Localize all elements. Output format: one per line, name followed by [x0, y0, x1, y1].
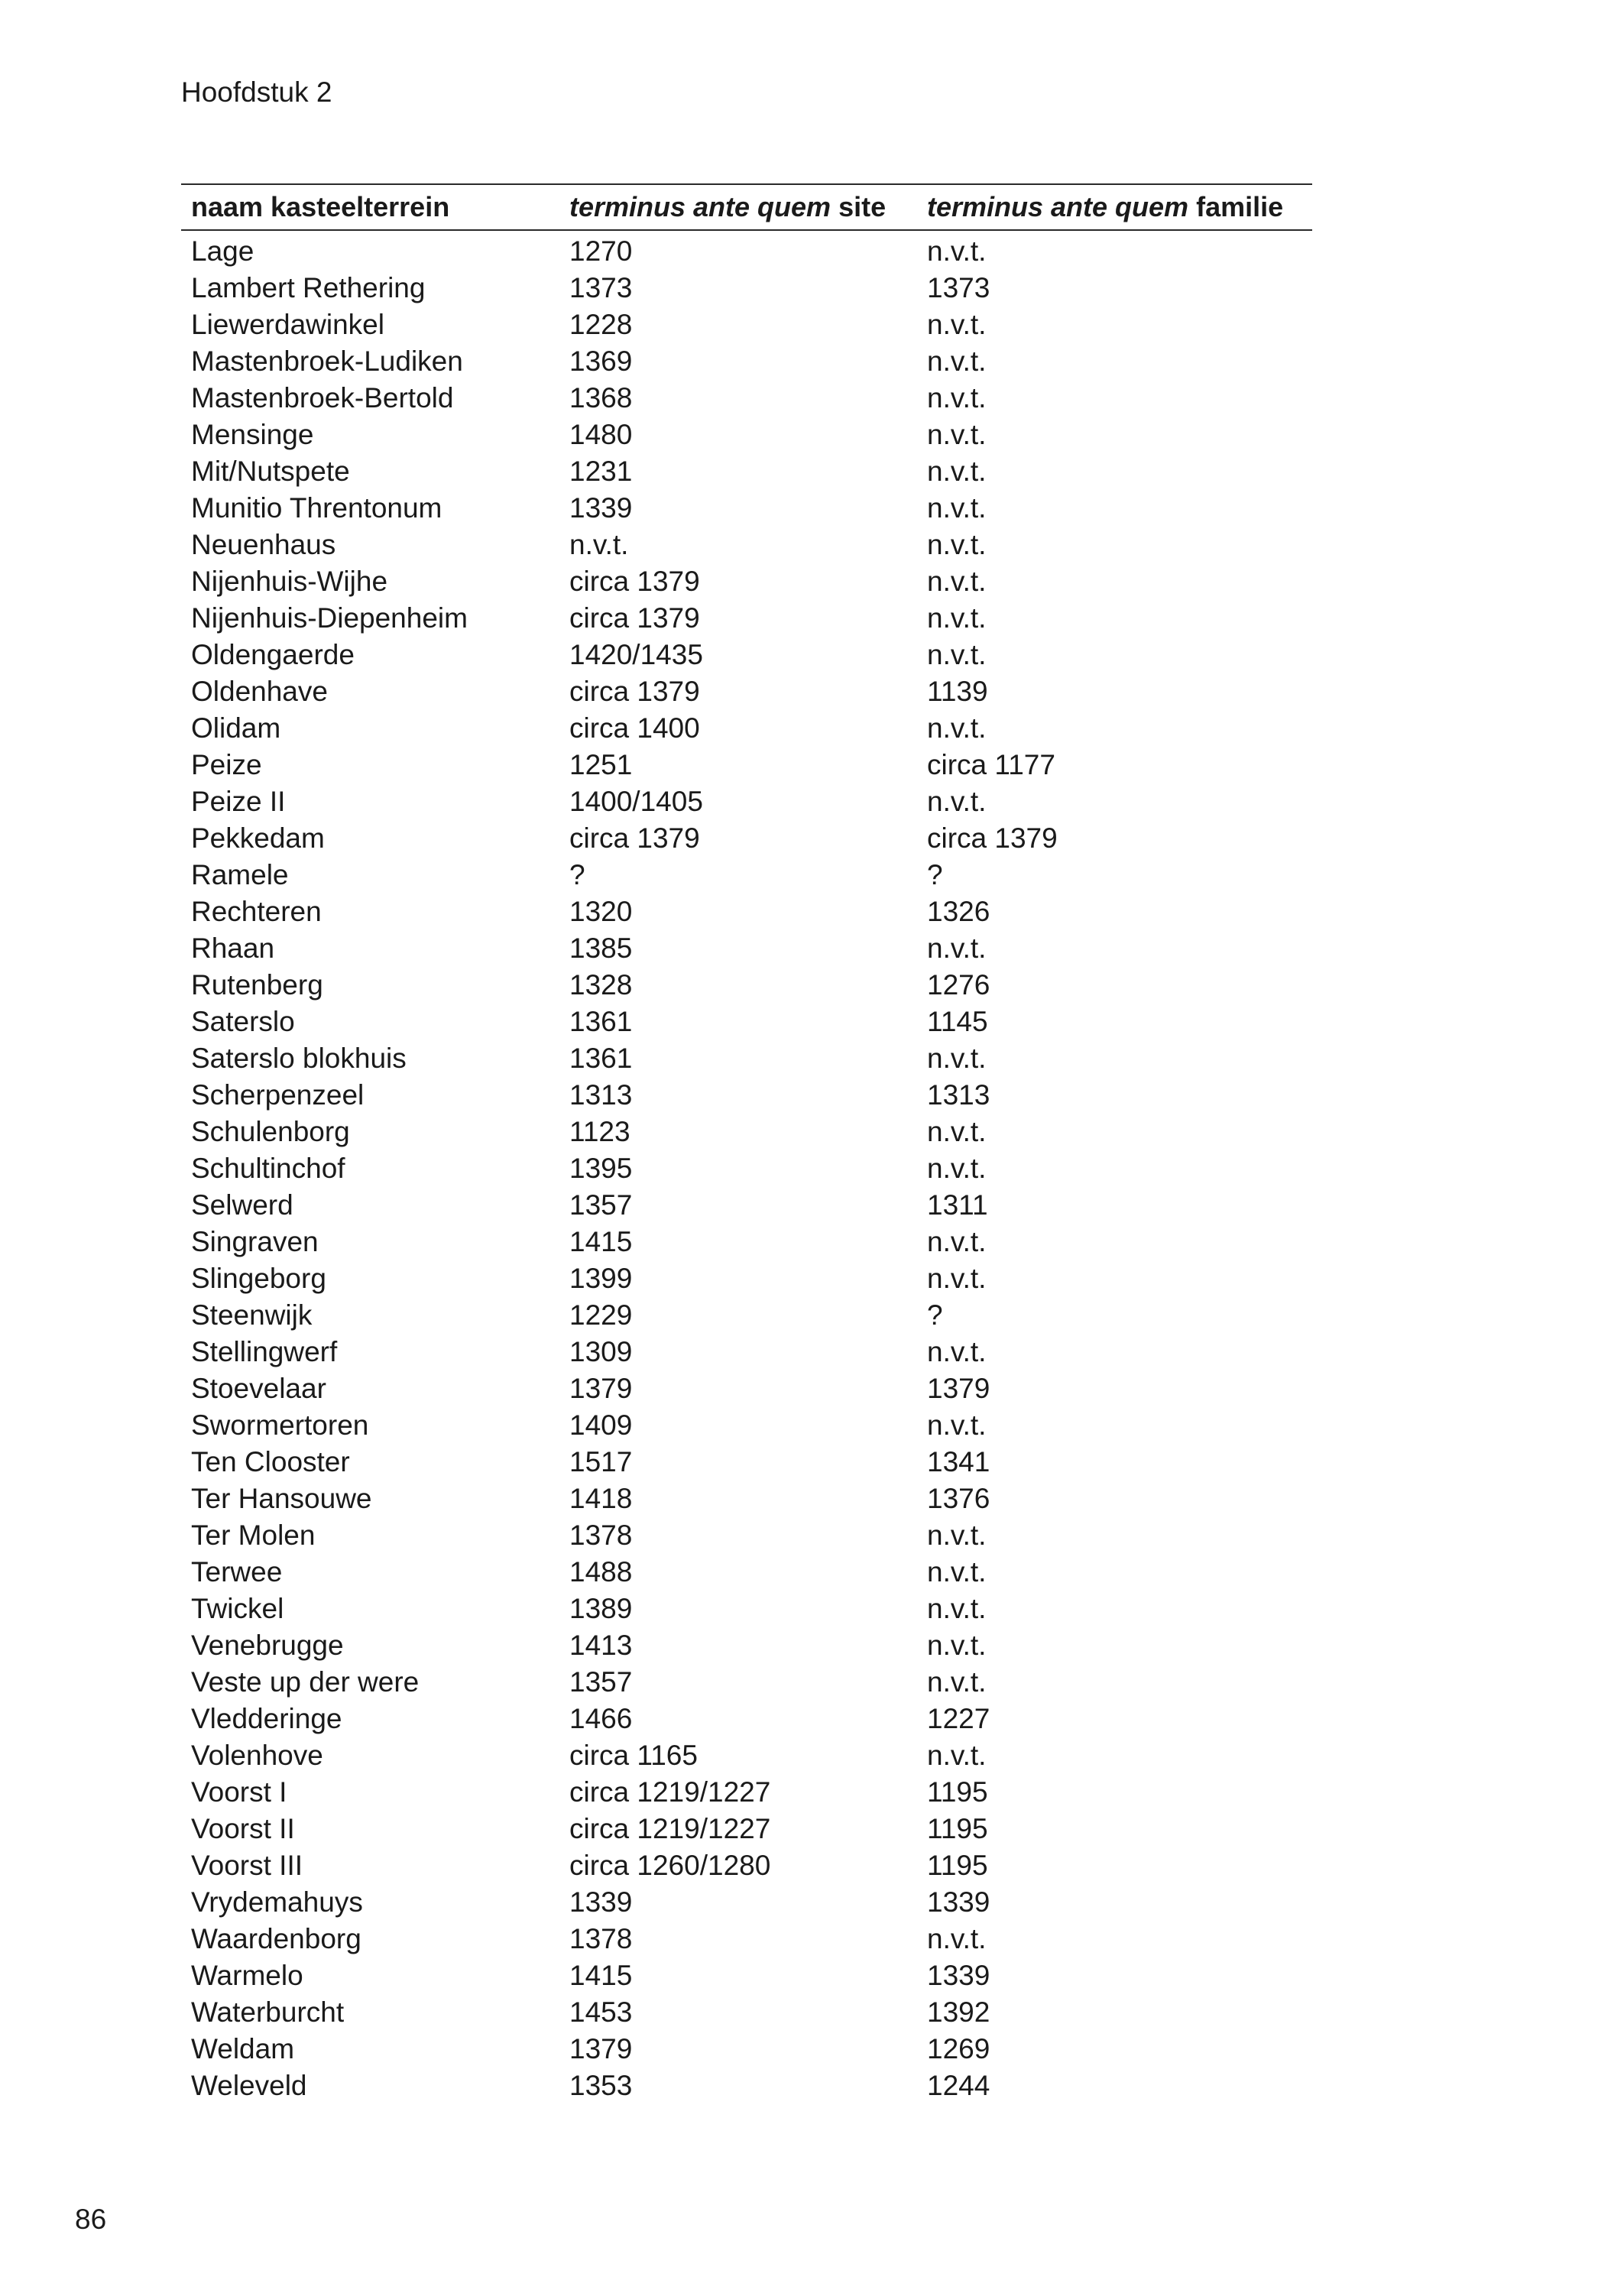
- cell-family-date: n.v.t.: [927, 1923, 987, 1954]
- cell-name: Vledderinge: [191, 1703, 342, 1734]
- cell-family-date: 1276: [927, 969, 990, 1001]
- cell-name: Veste up der were: [191, 1666, 420, 1698]
- cell-family-date: n.v.t.: [927, 1409, 987, 1441]
- cell-name: Pekkedam: [191, 822, 325, 854]
- cell-site-date: 1357: [569, 1666, 633, 1698]
- table-row: [181, 967, 1312, 1004]
- cell-site-date: 1488: [569, 1556, 633, 1588]
- cell-name: Mastenbroek-Ludiken: [191, 345, 463, 377]
- cell-name: Singraven: [191, 1226, 319, 1257]
- table-row: [181, 1150, 1312, 1187]
- cell-site-date: 1409: [569, 1409, 633, 1441]
- cell-site-date: 1373: [569, 272, 633, 303]
- cell-name: Saterslo blokhuis: [191, 1043, 407, 1074]
- table-header: [181, 185, 1312, 229]
- cell-family-date: 1373: [927, 272, 990, 303]
- table-row: [181, 1737, 1312, 1774]
- table-row: [181, 417, 1312, 453]
- cell-family-date: n.v.t.: [927, 1666, 987, 1698]
- table-row: [181, 600, 1312, 637]
- cell-site-date: circa 1219/1227: [569, 1776, 771, 1808]
- cell-family-date: n.v.t.: [927, 1226, 987, 1257]
- table-row: [181, 306, 1312, 343]
- cell-family-date: 1195: [927, 1850, 988, 1881]
- cell-family-date: n.v.t.: [927, 1630, 987, 1661]
- table-row: [181, 1701, 1312, 1737]
- cell-family-date: n.v.t.: [927, 456, 987, 487]
- cell-site-date: 1389: [569, 1593, 633, 1624]
- table-row: [181, 894, 1312, 930]
- cell-family-date: n.v.t.: [927, 309, 987, 340]
- cell-family-date: n.v.t.: [927, 382, 987, 414]
- cell-family-date: 1326: [927, 896, 990, 927]
- table-row: [181, 1481, 1312, 1517]
- cell-name: Munitio Threntonum: [191, 492, 442, 524]
- cell-site-date: 1395: [569, 1153, 633, 1184]
- table-row: [181, 1370, 1312, 1407]
- cell-site-date: 1415: [569, 1226, 633, 1257]
- cell-name: Rutenberg: [191, 969, 323, 1001]
- cell-site-date: 1378: [569, 1519, 633, 1551]
- cell-name: Selwerd: [191, 1189, 293, 1221]
- table-row: [181, 1517, 1312, 1554]
- cell-name: Rechteren: [191, 896, 322, 927]
- castle-table: [181, 183, 1312, 2104]
- table-row: [181, 1591, 1312, 1627]
- cell-name: Venebrugge: [191, 1630, 344, 1661]
- cell-site-date: circa 1260/1280: [569, 1850, 771, 1881]
- cell-name: Peize II: [191, 786, 286, 817]
- cell-site-date: n.v.t.: [569, 529, 629, 560]
- table-row: [181, 1260, 1312, 1297]
- cell-name: Schultinchof: [191, 1153, 345, 1184]
- cell-site-date: 1480: [569, 419, 633, 450]
- table-row: [181, 490, 1312, 527]
- cell-name: Warmelo: [191, 1960, 303, 1991]
- cell-site-date: circa 1379: [569, 822, 700, 854]
- header-family-italic: terminus ante quem: [927, 191, 1189, 222]
- cell-name: Oldenhave: [191, 676, 328, 707]
- cell-family-date: ?: [927, 1299, 943, 1331]
- cell-name: Nijenhuis-Wijhe: [191, 566, 388, 597]
- table-row: [181, 527, 1312, 563]
- cell-site-date: 1379: [569, 2033, 633, 2064]
- cell-family-date: n.v.t.: [927, 932, 987, 964]
- cell-site-date: 1517: [569, 1446, 633, 1477]
- table-row: [181, 747, 1312, 783]
- cell-site-date: 1379: [569, 1373, 633, 1404]
- cell-family-date: n.v.t.: [927, 1043, 987, 1074]
- cell-family-date: ?: [927, 859, 943, 890]
- cell-family-date: n.v.t.: [927, 786, 987, 817]
- cell-name: Mastenbroek-Bertold: [191, 382, 454, 414]
- cell-site-date: 1123: [569, 1116, 630, 1147]
- cell-family-date: n.v.t.: [927, 1336, 987, 1367]
- cell-family-date: n.v.t.: [927, 566, 987, 597]
- cell-name: Terwee: [191, 1556, 283, 1588]
- cell-site-date: 1313: [569, 1079, 633, 1111]
- cell-site-date: 1231: [569, 456, 633, 487]
- header-name-label: naam kasteelterrein: [191, 191, 450, 222]
- cell-name: Neuenhaus: [191, 529, 336, 560]
- header-site-italic: terminus ante quem: [569, 191, 831, 222]
- cell-family-date: n.v.t.: [927, 1153, 987, 1184]
- cell-site-date: circa 1379: [569, 602, 700, 634]
- cell-name: Voorst III: [191, 1850, 303, 1881]
- cell-family-date: 1195: [927, 1813, 988, 1844]
- cell-family-date: n.v.t.: [927, 345, 987, 377]
- table-row: [181, 1224, 1312, 1260]
- cell-site-date: 1453: [569, 1996, 633, 2028]
- table-row: [181, 1811, 1312, 1847]
- table-row: [181, 1627, 1312, 1664]
- cell-site-date: 1415: [569, 1960, 633, 1991]
- cell-site-date: 1369: [569, 345, 633, 377]
- table-row: [181, 233, 1312, 270]
- cell-name: Slingeborg: [191, 1263, 326, 1294]
- table-row: [181, 783, 1312, 820]
- cell-name: Ramele: [191, 859, 289, 890]
- cell-family-date: 1313: [927, 1079, 990, 1111]
- cell-family-date: 1376: [927, 1483, 990, 1514]
- table-row: [181, 820, 1312, 857]
- cell-family-date: 1227: [927, 1703, 990, 1734]
- cell-name: Voorst I: [191, 1776, 287, 1808]
- cell-site-date: 1339: [569, 1886, 633, 1918]
- cell-family-date: n.v.t.: [927, 1519, 987, 1551]
- cell-site-date: 1251: [569, 749, 633, 780]
- cell-name: Vrydemahuys: [191, 1886, 363, 1918]
- table-row: [181, 343, 1312, 380]
- table-row: [181, 1004, 1312, 1040]
- cell-family-date: n.v.t.: [927, 529, 987, 560]
- cell-site-date: 1328: [569, 969, 633, 1001]
- cell-name: Voorst II: [191, 1813, 295, 1844]
- cell-name: Saterslo: [191, 1006, 295, 1037]
- header-site: [559, 191, 917, 223]
- cell-site-date: 1466: [569, 1703, 633, 1734]
- cell-site-date: 1368: [569, 382, 633, 414]
- table-row: [181, 1114, 1312, 1150]
- cell-site-date: circa 1219/1227: [569, 1813, 771, 1844]
- table-row: [181, 1040, 1312, 1077]
- cell-site-date: 1420/1435: [569, 639, 703, 670]
- cell-name: Volenhove: [191, 1740, 323, 1771]
- running-head: Hoofdstuk 2: [181, 76, 332, 108]
- cell-family-date: n.v.t.: [927, 1593, 987, 1624]
- cell-name: Waardenborg: [191, 1923, 361, 1954]
- cell-name: Waterburcht: [191, 1996, 345, 2028]
- cell-site-date: 1413: [569, 1630, 633, 1661]
- table-row: [181, 1554, 1312, 1591]
- table-row: [181, 710, 1312, 747]
- cell-name: Mensinge: [191, 419, 314, 450]
- cell-family-date: 1339: [927, 1886, 990, 1918]
- table-row: [181, 1407, 1312, 1444]
- table-row: [181, 1077, 1312, 1114]
- table-row: [181, 2031, 1312, 2068]
- table-row: [181, 857, 1312, 894]
- cell-site-date: 1361: [569, 1006, 633, 1037]
- cell-family-date: n.v.t.: [927, 1116, 987, 1147]
- cell-family-date: circa 1177: [927, 749, 1055, 780]
- cell-site-date: 1353: [569, 2070, 633, 2101]
- table-row: [181, 1957, 1312, 1994]
- cell-site-date: 1418: [569, 1483, 633, 1514]
- table-row: [181, 380, 1312, 417]
- cell-site-date: 1400/1405: [569, 786, 703, 817]
- cell-site-date: 1385: [569, 932, 633, 964]
- cell-site-date: 1228: [569, 309, 633, 340]
- header-family: [917, 191, 1312, 223]
- cell-site-date: 1399: [569, 1263, 633, 1294]
- cell-site-date: 1357: [569, 1189, 633, 1221]
- cell-family-date: n.v.t.: [927, 492, 987, 524]
- table-row: [181, 563, 1312, 600]
- cell-site-date: 1320: [569, 896, 633, 927]
- cell-site-date: circa 1400: [569, 712, 700, 744]
- table-row: [181, 270, 1312, 306]
- cell-name: Ter Molen: [191, 1519, 316, 1551]
- cell-site-date: 1309: [569, 1336, 633, 1367]
- cell-name: Swormertoren: [191, 1409, 369, 1441]
- cell-name: Weldam: [191, 2033, 295, 2064]
- cell-name: Scherpenzeel: [191, 1079, 365, 1111]
- cell-name: Lage: [191, 235, 254, 267]
- cell-family-date: 1341: [927, 1446, 990, 1477]
- cell-family-date: 1269: [927, 2033, 990, 2064]
- table-row: [181, 1187, 1312, 1224]
- table-row: [181, 637, 1312, 673]
- cell-family-date: 1195: [927, 1776, 988, 1808]
- cell-name: Oldengaerde: [191, 639, 355, 670]
- page-number: 86: [75, 2204, 107, 2235]
- table-body: [181, 231, 1312, 2104]
- cell-family-date: n.v.t.: [927, 235, 987, 267]
- table-row: [181, 1994, 1312, 2031]
- cell-site-date: circa 1379: [569, 676, 700, 707]
- table-row: [181, 1297, 1312, 1334]
- cell-family-date: 1139: [927, 676, 988, 707]
- cell-name: Weleveld: [191, 2070, 307, 2101]
- cell-site-date: 1270: [569, 235, 633, 267]
- cell-name: Mit/Nutspete: [191, 456, 350, 487]
- cell-name: Stoevelaar: [191, 1373, 326, 1404]
- cell-name: Lambert Rethering: [191, 272, 426, 303]
- cell-family-date: 1311: [927, 1189, 988, 1221]
- cell-name: Rhaan: [191, 932, 275, 964]
- table-row: [181, 1334, 1312, 1370]
- cell-family-date: n.v.t.: [927, 1556, 987, 1588]
- cell-name: Twickel: [191, 1593, 284, 1624]
- cell-family-date: 1379: [927, 1373, 990, 1404]
- cell-site-date: circa 1165: [569, 1740, 698, 1771]
- cell-name: Peize: [191, 749, 262, 780]
- cell-family-date: n.v.t.: [927, 639, 987, 670]
- table-row: [181, 453, 1312, 490]
- cell-family-date: circa 1379: [927, 822, 1058, 854]
- table-row: [181, 1444, 1312, 1481]
- cell-name: Ter Hansouwe: [191, 1483, 372, 1514]
- table-row: [181, 1847, 1312, 1884]
- table-row: [181, 1884, 1312, 1921]
- cell-name: Stellingwerf: [191, 1336, 338, 1367]
- cell-name: Liewerdawinkel: [191, 309, 384, 340]
- cell-family-date: n.v.t.: [927, 712, 987, 744]
- header-family-suffix: familie: [1196, 191, 1284, 222]
- cell-name: Olidam: [191, 712, 281, 744]
- table-row: [181, 930, 1312, 967]
- table-row: [181, 1664, 1312, 1701]
- cell-name: Nijenhuis-Diepenheim: [191, 602, 468, 634]
- cell-family-date: 1145: [927, 1006, 988, 1037]
- cell-site-date: 1378: [569, 1923, 633, 1954]
- cell-family-date: 1244: [927, 2070, 990, 2101]
- table-row: [181, 673, 1312, 710]
- cell-family-date: n.v.t.: [927, 1740, 987, 1771]
- cell-family-date: 1339: [927, 1960, 990, 1991]
- cell-site-date: 1339: [569, 492, 633, 524]
- cell-name: Schulenborg: [191, 1116, 350, 1147]
- table-row: [181, 2068, 1312, 2104]
- cell-family-date: n.v.t.: [927, 419, 987, 450]
- cell-name: Ten Clooster: [191, 1446, 350, 1477]
- header-site-suffix: site: [838, 191, 887, 222]
- cell-site-date: ?: [569, 859, 585, 890]
- cell-site-date: circa 1379: [569, 566, 700, 597]
- cell-name: Steenwijk: [191, 1299, 313, 1331]
- header-name: [181, 191, 559, 223]
- table-row: [181, 1921, 1312, 1957]
- cell-family-date: n.v.t.: [927, 1263, 987, 1294]
- cell-site-date: 1229: [569, 1299, 633, 1331]
- cell-family-date: 1392: [927, 1996, 990, 2028]
- table-row: [181, 1774, 1312, 1811]
- cell-site-date: 1361: [569, 1043, 633, 1074]
- cell-family-date: n.v.t.: [927, 602, 987, 634]
